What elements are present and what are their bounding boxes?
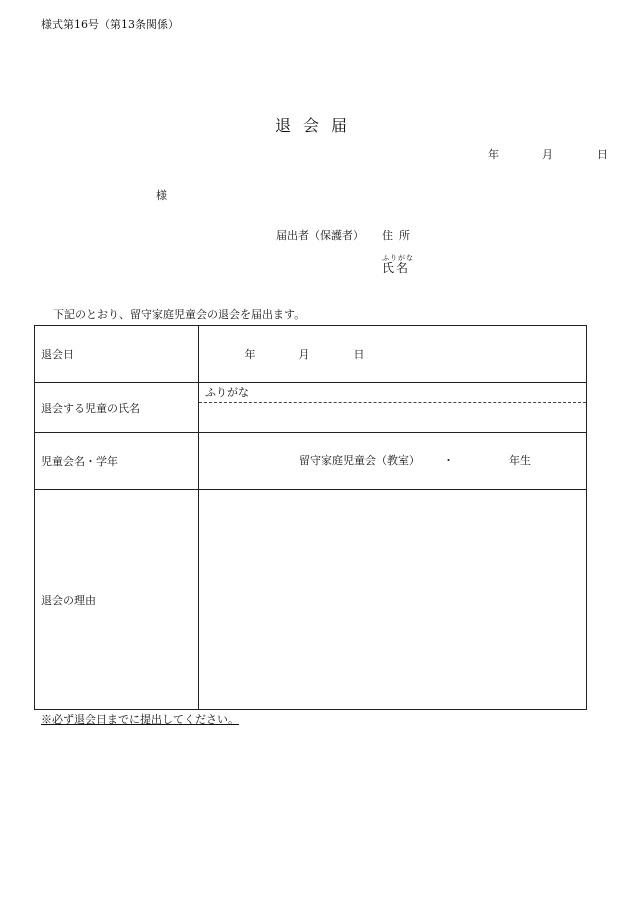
child-name-label: 退会する児童の氏名 — [35, 383, 199, 433]
child-name-field[interactable] — [199, 383, 587, 433]
withdrawal-date-label: 退会日 — [35, 326, 199, 383]
submission-date — [488, 149, 608, 160]
name-furigana: ふりがな — [382, 254, 414, 262]
child-name-furigana: ふりがな — [199, 383, 586, 403]
withdrawal-year-label: 年 — [244, 348, 256, 361]
club-separator: ・ — [443, 454, 454, 467]
table-row — [35, 490, 587, 710]
child-name-input-area[interactable] — [199, 403, 586, 431]
club-grade-label: 児童会名・学年 — [35, 433, 199, 490]
club-grade-field[interactable] — [199, 433, 587, 490]
table-row — [35, 433, 587, 490]
reason-field[interactable] — [199, 490, 587, 710]
club-name-text: 留守家庭児童会（教室） — [299, 454, 420, 467]
form-number: 様式第16号（第13条関係） — [41, 18, 179, 31]
date-day-label: 日 — [597, 148, 608, 161]
grade-suffix: 年生 — [509, 454, 531, 467]
withdrawal-date-field[interactable] — [199, 326, 587, 383]
table-row — [35, 326, 587, 383]
document-title: 退会届 — [275, 116, 360, 135]
date-month-label: 月 — [542, 148, 553, 161]
submitter-label: 届出者（保護者） — [276, 229, 364, 242]
reason-label: 退会の理由 — [35, 490, 199, 710]
submission-notice: ※必ず退会日までに提出してください。 — [41, 713, 239, 726]
table-row — [35, 383, 587, 433]
address-label: 住所 — [382, 229, 416, 242]
date-year-label: 年 — [488, 148, 499, 161]
addressee-suffix: 様 — [156, 189, 167, 202]
intro-text: 下記のとおり、留守家庭児童会の退会を届出ます。 — [53, 308, 306, 321]
withdrawal-month-label: 月 — [298, 348, 310, 361]
withdrawal-day-label: 日 — [353, 348, 365, 361]
withdrawal-form-table — [34, 325, 587, 710]
name-label: 氏名 — [382, 261, 411, 275]
